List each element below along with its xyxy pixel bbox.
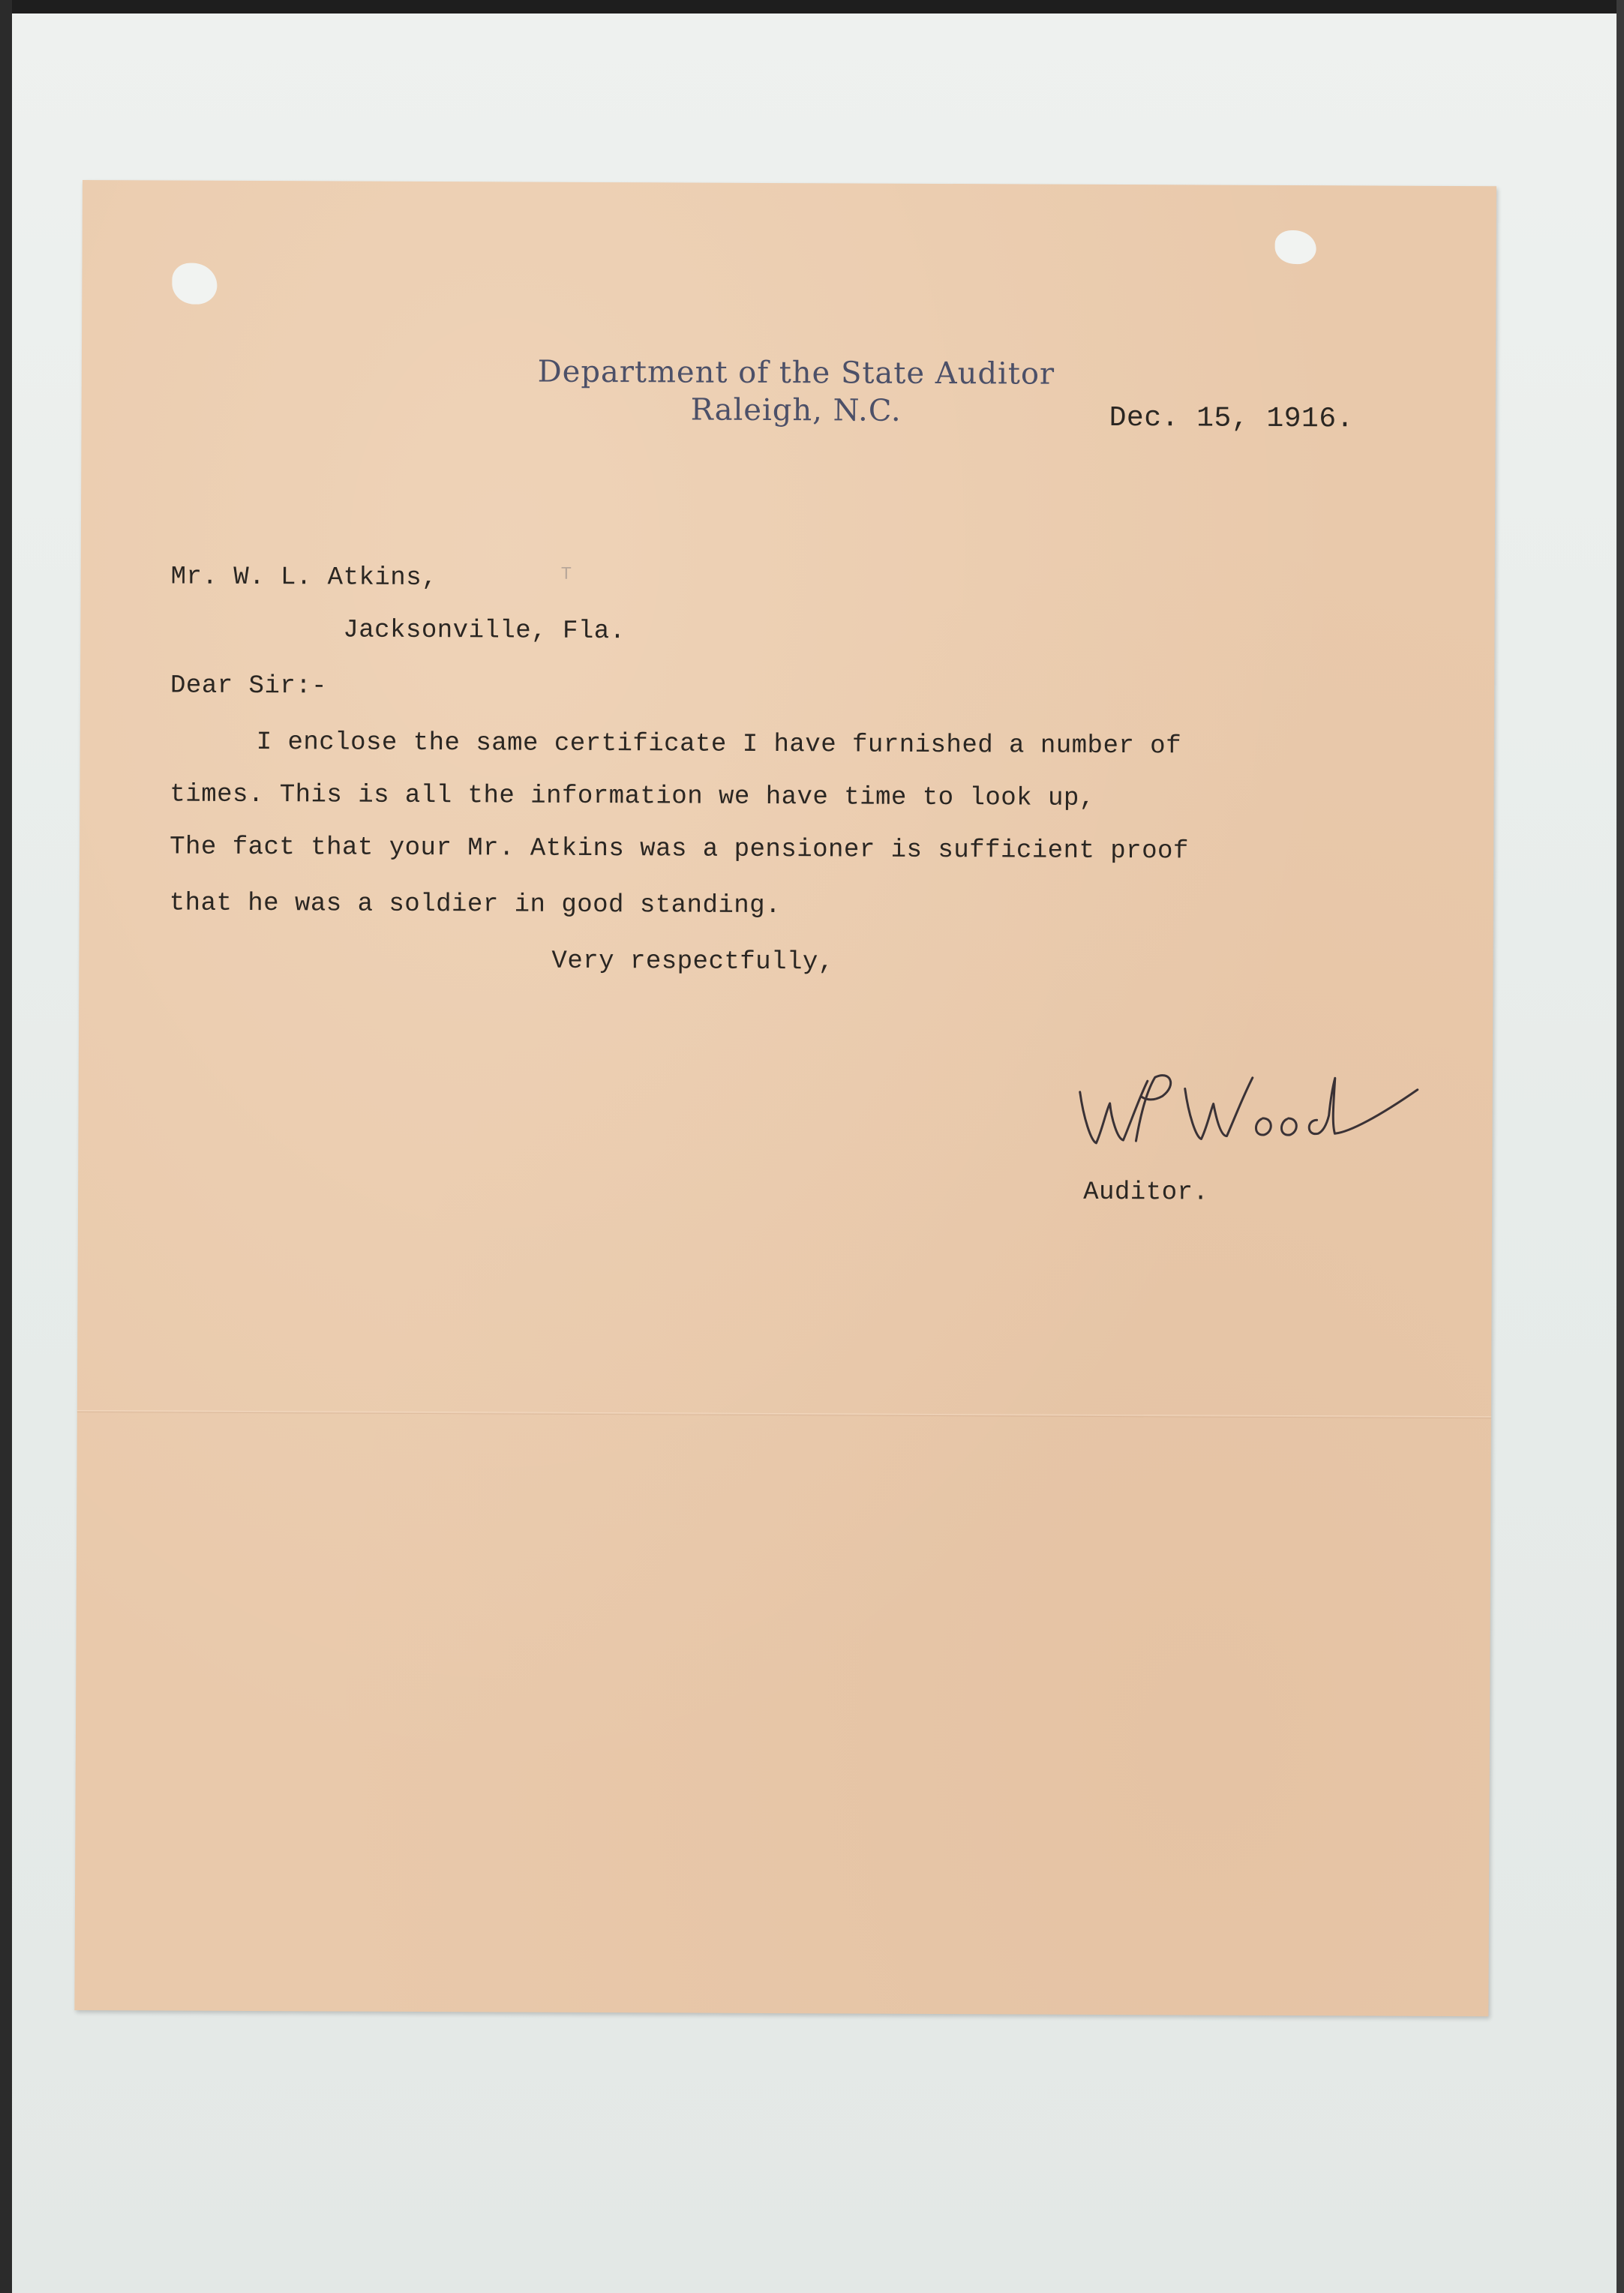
salutation: Dear Sir:-: [170, 671, 328, 701]
letterhead-city: Raleigh, N.C.: [690, 392, 902, 428]
closing: Very respectfully,: [551, 947, 834, 977]
body-line: The fact that your Mr. Atkins was a pensioner is sufficient proof: [170, 833, 1189, 866]
handwritten-signature: [1064, 1047, 1440, 1161]
scanner-right-edge: [1616, 0, 1624, 2293]
letter-date: Dec. 15, 1916.: [1109, 401, 1354, 436]
recipient-city: Jacksonville, Fla.: [343, 616, 626, 647]
signer-title: Auditor.: [1083, 1178, 1209, 1208]
letterhead-department: Department of the State Auditor: [537, 354, 1055, 392]
stray-typed-mark: T: [560, 564, 572, 585]
paper-fold-line: [77, 1410, 1491, 1418]
body-line: that he was a soldier in good standing.: [169, 889, 782, 921]
paper-damage-right: [1275, 230, 1316, 264]
scanner-top-edge: [0, 0, 1624, 14]
body-line: times. This is all the information we have time to look up,: [170, 780, 1095, 813]
letter-sheet: [74, 180, 1496, 2016]
paper-damage-left: [172, 263, 217, 305]
scanner-left-edge: [0, 0, 12, 2293]
body-line: I enclose the same certificate I have furnished a number of: [256, 728, 1182, 761]
recipient-name: Mr. W. L. Atkins,: [170, 563, 438, 593]
